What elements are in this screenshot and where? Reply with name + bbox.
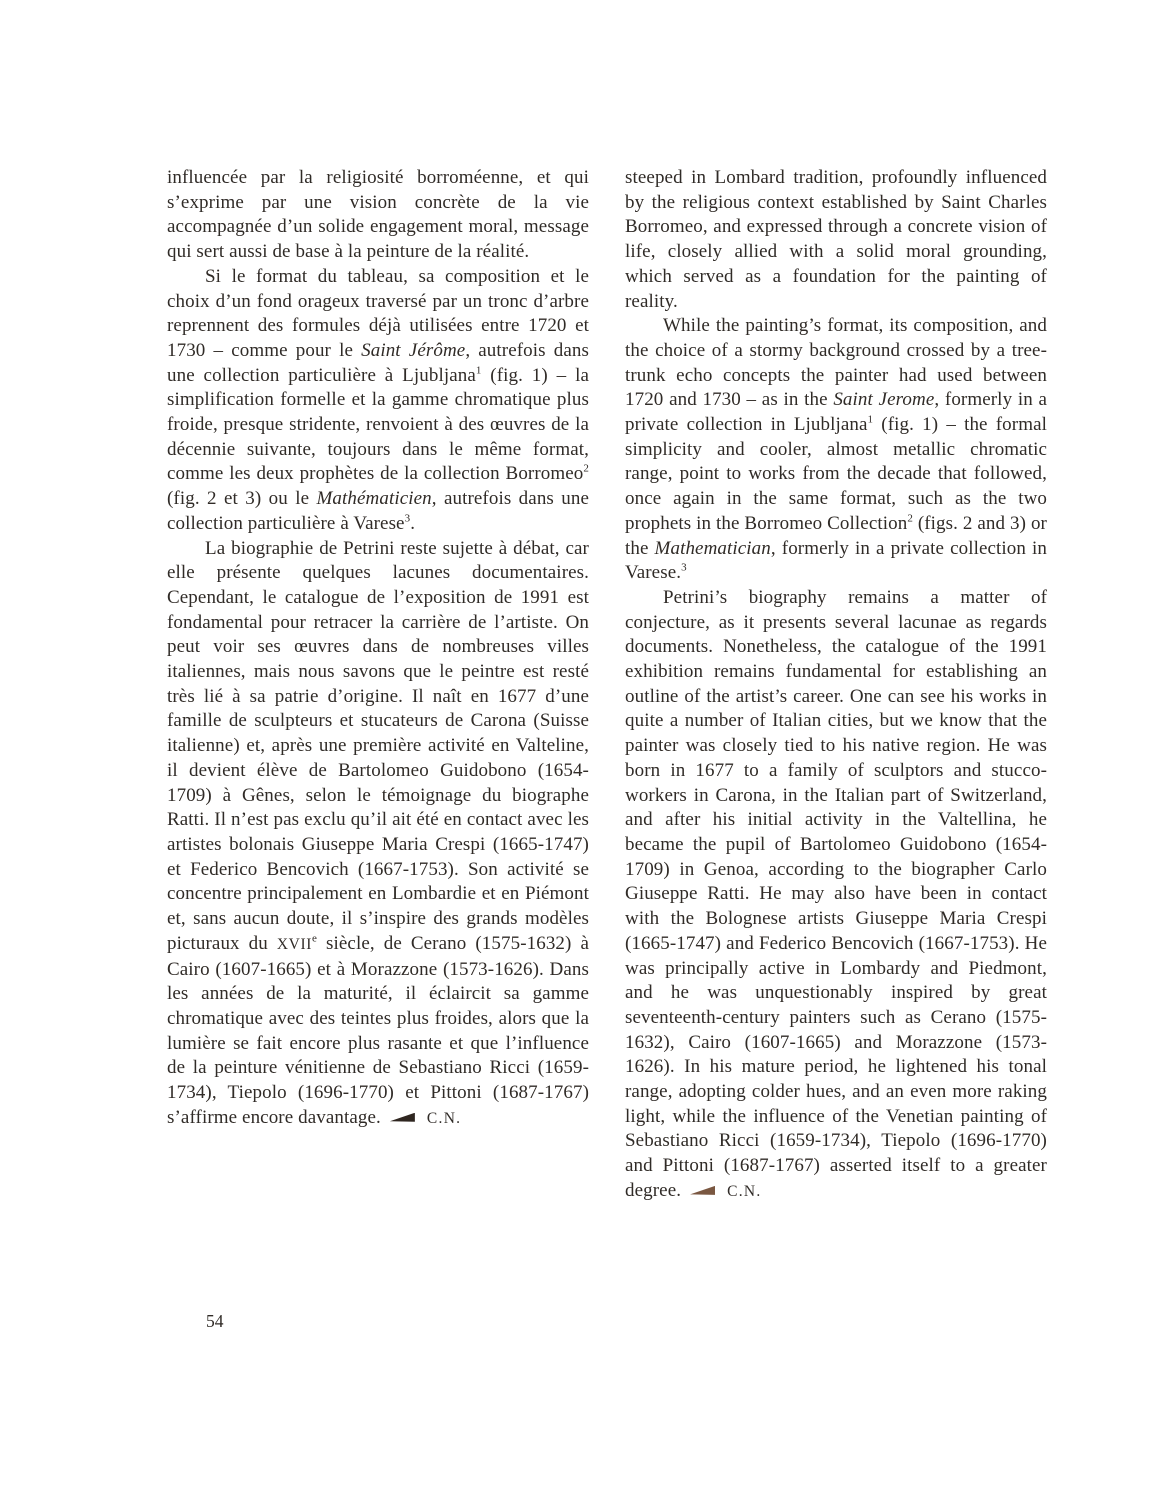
text-run: , formerly in a private collection in Varese. [625,537,1047,584]
page-number: 54 [206,1311,224,1331]
footnote-marker: 3 [404,512,411,525]
author-initials: C.N. [426,1109,462,1127]
text-run: siècle, de Cerano (1575-1632) à Cairo (1607-1665) et à Morazzone (1573-1626). Dans les années de la maturité, il éclaircit sa gamme chromatique avec des teintes plus froides, alors que la lumière se fait encore plus rasante et que l’influence de la peinture vénitienne de Sebastiano Ricci (1659-1734), Tiepolo (1696-1770) et Pittoni (1687-1767) s’affirme encore davantage. [167,932,589,1128]
text-run: La biographie de Petrini reste sujette à débat, car elle présente quelques lacunes documentaires. Cependant, le catalogue de l’exposition de 1991 est fondamental pour retracer la carrière de l’artiste. On peut voir ses œuvres dans de nombreuses villes italiennes, mais nous savons que le peintre est resté très lié à sa patrie d’origine. Il naît en 1677 d’une famille de sculpteurs et stucateurs de Carona (Suisse italienne) et, après une première activité en Valteline, il devient élève de Bartolomeo Guidobono (1654-1709) à Gênes, selon le témoignage du biographe Ratti. Il n’est pas exclu qu’il ait été en contact avec les artistes bolonais Giuseppe Maria Crespi (1665-1747) et Federico Bencovich (1667-1753). Son activité se concentre principalement en Lombardie et en Piémont et, sans aucun doute, il s’inspire des grands modèles picturaux du [167,537,589,954]
text-run: , autrefois dans une collection particulière à Varese [167,488,590,534]
footnote-marker: 3 [681,561,687,574]
footnote-marker: 2 [583,463,589,476]
text-run: steeped in Lombard tradition, profoundly influenced by the religious context established by Saint Charles Borromeo, and expressed through a concrete vision of life, closely allied with a solid moral grounding, which served as a foundation for the painting of reality. [625,167,1047,312]
text-run: Mathématicien [316,488,432,510]
text-run: (fig. 1) – la simplification formelle et la gamme chromatique plus froide, presque stridente, renvoient à des œuvres de la décennie suivante, toujours dans le même format, comme les deux prophètes de la collection Borromeo [167,364,589,485]
text-run: (fig. 1) – the formal simplicity and cooler, almost metallic chromatic range, point to works from the decade that followed, once again in the same format, such as the two prophets in the Borromeo Collection [625,414,1047,534]
text-run: , autrefois dans une collection particulière à Ljubljana [167,339,589,386]
text-columns [167,166,1047,1205]
text-run: Petrini’s biography remains a matter of conjecture, as it presents several lacunae as regards documents. Nonetheless, the catalogue of the 1991 exhibition remains fundamental for establishing an outline of the artist’s career. One can see his works in quite a number of Italian cities, but we know that the painter was closely tied to his native region. He was born in 1677 to a family of sculptors and stucco-workers in Carona, in the Italian part of Switzerland, and after his initial activity in the Valtellina, he became the pupil of Bartolomeo Guidobono (1654-1709) in Genoa, according to the biographer Carlo Giuseppe Ratti. He may also have been in contact with the Bolognese artists Giuseppe Maria Crespi (1665-1747) and Federico Bencovich (1667-1753). He was principally active in Lombardy and Piedmont, and he was unquestionably inspired by great seventeenth-century painters such as Cerano (1575-1632), Cairo (1607-1665) and Morazzone (1573-1626). In his mature period, he lightened his tonal range, adopting colder hues, and an even more raking light, while the influence of the Venetian painting of Sebastiano Ricci (1659-1734), Tiepolo (1696-1770) and Pittoni (1687-1767) asserted itself to a greater degree. [625,586,1047,1201]
column-french [167,166,589,1205]
footnote-marker: 1 [867,413,874,426]
leaf-wedge-icon [690,1186,715,1195]
text-run: Si le format du tableau, sa composition et le choix d’un fond orageux traversé par un tronc d’arbre reprennent des formules déjà utilisées entre 1720 et 1730 – comme pour le [167,265,589,361]
text-run: XVII [276,935,313,953]
text-run: Saint Jerome [833,389,935,411]
paragraph [625,166,1047,314]
leaf-wedge-icon [390,1113,415,1122]
footnote-marker: 2 [907,512,913,525]
paragraph [167,166,589,265]
author-initials: C.N. [727,1182,762,1200]
paragraph [167,537,589,1132]
column-english [625,166,1047,1205]
footnote-marker: 1 [475,364,482,377]
text-run: (fig. 2 et 3) ou le [167,488,317,510]
footnote-marker: e [312,932,317,945]
text-run: . [410,512,416,534]
paragraph [625,314,1047,586]
paragraph [625,586,1047,1205]
paragraph [167,265,589,537]
text-run: While the painting’s format, its composition, and the choice of a stormy background crossed by a tree-trunk echo concepts the painter had used between 1720 and 1730 – as in the [625,315,1047,411]
text-run: influencée par la religiosité borroméenne, et qui s’exprime par une vision concrète de la vie accompagnée d’un solide engagement moral, message qui sert aussi de base à la peinture de la réalité. [167,167,589,263]
text-run: Mathematician [654,537,771,559]
text-run: (figs. 2 and 3) or the [625,512,1047,559]
text-run: Saint Jérôme [361,339,466,361]
text-run: , formerly in a private collection in Ljubljana [625,389,1048,436]
